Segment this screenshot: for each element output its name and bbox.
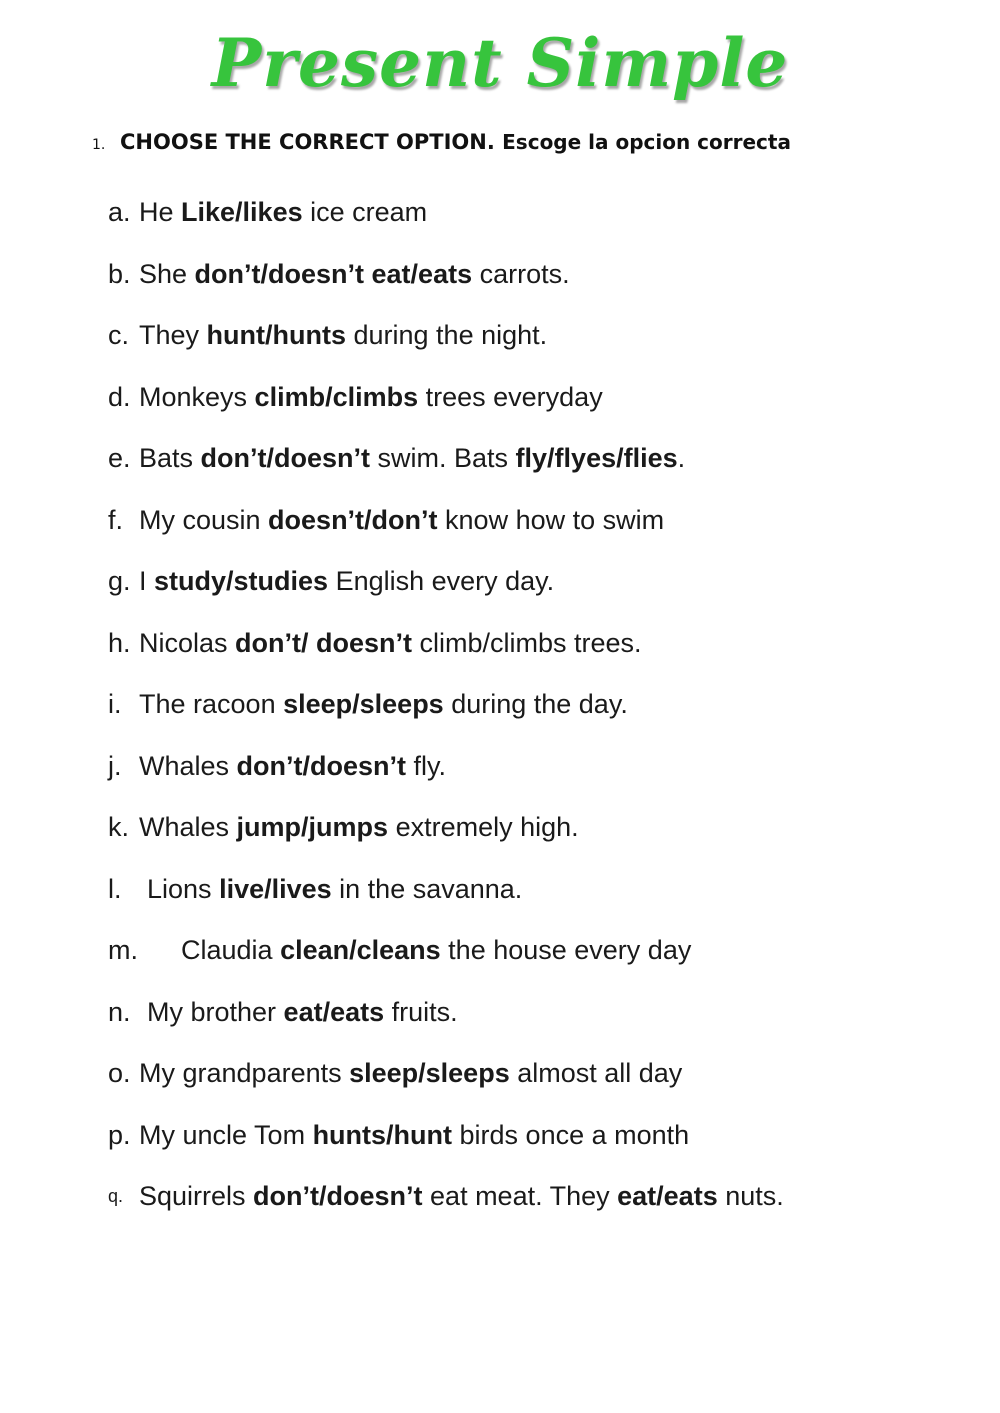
sentence-text: They: [139, 320, 207, 350]
sentence-text: fly.: [406, 750, 447, 781]
sentence-text: Monkeys: [139, 381, 255, 412]
item-sentence: [147, 867, 522, 911]
item-sentence: [139, 682, 628, 726]
sentence-text: swim. Bats: [370, 443, 516, 473]
sentence-text: climb/climbs trees.: [412, 627, 642, 658]
sentence-text: extremely high.: [388, 812, 579, 842]
item-marker: a.: [108, 197, 131, 227]
answer-options: Like/likes: [181, 197, 303, 227]
answer-options: don’t/doesn’t eat/eats: [194, 258, 473, 289]
answer-options: fly/flyes/flies: [515, 443, 678, 473]
sentence-text: My uncle Tom: [139, 1119, 313, 1150]
item-sentence: [147, 990, 458, 1034]
sentence-text: know how to swim: [437, 504, 665, 535]
item-marker: b.: [108, 258, 131, 289]
exercise-item: [108, 682, 978, 744]
sentence-text: in the savanna.: [331, 873, 523, 904]
item-marker: q.: [108, 1186, 124, 1206]
answer-options: jump/jumps: [236, 812, 389, 842]
answer-options: clean/cleans: [280, 935, 441, 965]
exercise-item: [108, 375, 978, 437]
item-marker: c.: [108, 320, 130, 350]
exercise-item: [108, 990, 978, 1052]
sentence-text: Whales: [139, 750, 237, 781]
sentence-text: birds once a month: [452, 1119, 690, 1150]
answer-options: don’t/ doesn’t: [235, 627, 413, 658]
sentence-text: The racoon: [139, 689, 284, 719]
item-sentence: [139, 252, 570, 296]
exercise-list: [108, 190, 978, 1236]
item-sentence: [139, 621, 642, 665]
page-title: Present Simple: [211, 24, 789, 102]
answer-options: sleep/sleeps: [349, 1058, 510, 1088]
sentence-text: fruits.: [384, 996, 458, 1027]
answer-options: hunts/hunt: [312, 1119, 453, 1150]
instruction-number: 1.: [92, 137, 106, 153]
sentence-text: She: [139, 258, 195, 289]
item-sentence: [139, 1174, 784, 1218]
instruction-line: [92, 130, 972, 154]
item-marker: d.: [108, 381, 131, 412]
sentence-text: Claudia: [181, 935, 281, 965]
item-marker: o.: [108, 1058, 131, 1088]
sentence-text: I: [139, 566, 155, 596]
exercise-item: [108, 1051, 978, 1113]
item-sentence: [139, 1051, 682, 1095]
item-marker: i.: [108, 689, 122, 719]
sentence-text: English every day.: [328, 566, 555, 596]
answer-options: study/studies: [154, 566, 329, 596]
exercise-item: [108, 928, 978, 990]
item-sentence: [139, 313, 547, 357]
item-marker: n.: [108, 996, 131, 1027]
answer-options: eat/eats: [617, 1181, 718, 1211]
item-sentence: [139, 559, 554, 603]
answer-options: doesn’t/don’t: [268, 504, 438, 535]
answer-options: don’t/doesn’t: [200, 443, 371, 473]
sentence-text: during the night.: [346, 320, 548, 350]
exercise-item: [108, 621, 978, 683]
instruction-text-en: CHOOSE THE CORRECT OPTION: [120, 130, 487, 154]
answer-options: sleep/sleeps: [283, 689, 444, 719]
item-sentence: [139, 190, 427, 234]
item-sentence: [139, 375, 603, 419]
answer-options: hunt/hunts: [206, 320, 346, 350]
sentence-text: Whales: [139, 812, 237, 842]
instruction-separator: .: [486, 130, 503, 154]
sentence-text: ice cream: [302, 197, 428, 227]
item-sentence: [139, 805, 579, 849]
sentence-text: .: [677, 443, 686, 473]
item-sentence: [181, 928, 691, 972]
sentence-text: Bats: [139, 443, 201, 473]
sentence-text: My cousin: [139, 504, 269, 535]
item-sentence: [139, 498, 664, 542]
sentence-text: Lions: [147, 873, 220, 904]
sentence-text: eat meat. They: [422, 1181, 618, 1211]
sentence-text: trees everyday: [418, 381, 603, 412]
item-sentence: [139, 744, 446, 788]
answer-options: climb/climbs: [254, 381, 419, 412]
exercise-item: [108, 559, 978, 621]
exercise-item: [108, 313, 978, 375]
exercise-item: [108, 498, 978, 560]
sentence-text: almost all day: [509, 1058, 683, 1088]
answer-options: live/lives: [219, 873, 332, 904]
item-marker: m.: [108, 935, 138, 965]
item-marker: l.: [108, 873, 122, 904]
answer-options: don’t/doesn’t: [236, 750, 407, 781]
item-sentence: [139, 436, 685, 480]
exercise-item: [108, 436, 978, 498]
item-marker: e.: [108, 443, 131, 473]
item-marker: g.: [108, 566, 131, 596]
sentence-text: Nicolas: [139, 627, 236, 658]
item-marker: j.: [108, 750, 122, 781]
sentence-text: My grandparents: [139, 1058, 350, 1088]
exercise-item: [108, 867, 978, 929]
sentence-text: carrots.: [472, 258, 570, 289]
answer-options: don’t/doesn’t: [253, 1181, 423, 1211]
sentence-text: during the day.: [443, 689, 628, 719]
item-marker: h.: [108, 627, 131, 658]
answer-options: eat/eats: [283, 996, 385, 1027]
item-marker: f.: [108, 504, 124, 535]
item-sentence: [139, 1113, 689, 1157]
exercise-item: [108, 252, 978, 314]
exercise-item: [108, 190, 978, 252]
exercise-item: [108, 1113, 978, 1175]
exercise-item: [108, 1174, 978, 1236]
sentence-text: the house every day: [440, 935, 692, 965]
exercise-item: [108, 805, 978, 867]
sentence-text: nuts.: [717, 1181, 784, 1211]
item-marker: k.: [108, 812, 130, 842]
sentence-text: My brother: [147, 996, 284, 1027]
instruction-text-es: Escoge la opcion correcta: [502, 130, 791, 154]
exercise-item: [108, 744, 978, 806]
sentence-text: Squirrels: [139, 1181, 254, 1211]
item-marker: p.: [108, 1119, 131, 1150]
sentence-text: He: [139, 197, 182, 227]
